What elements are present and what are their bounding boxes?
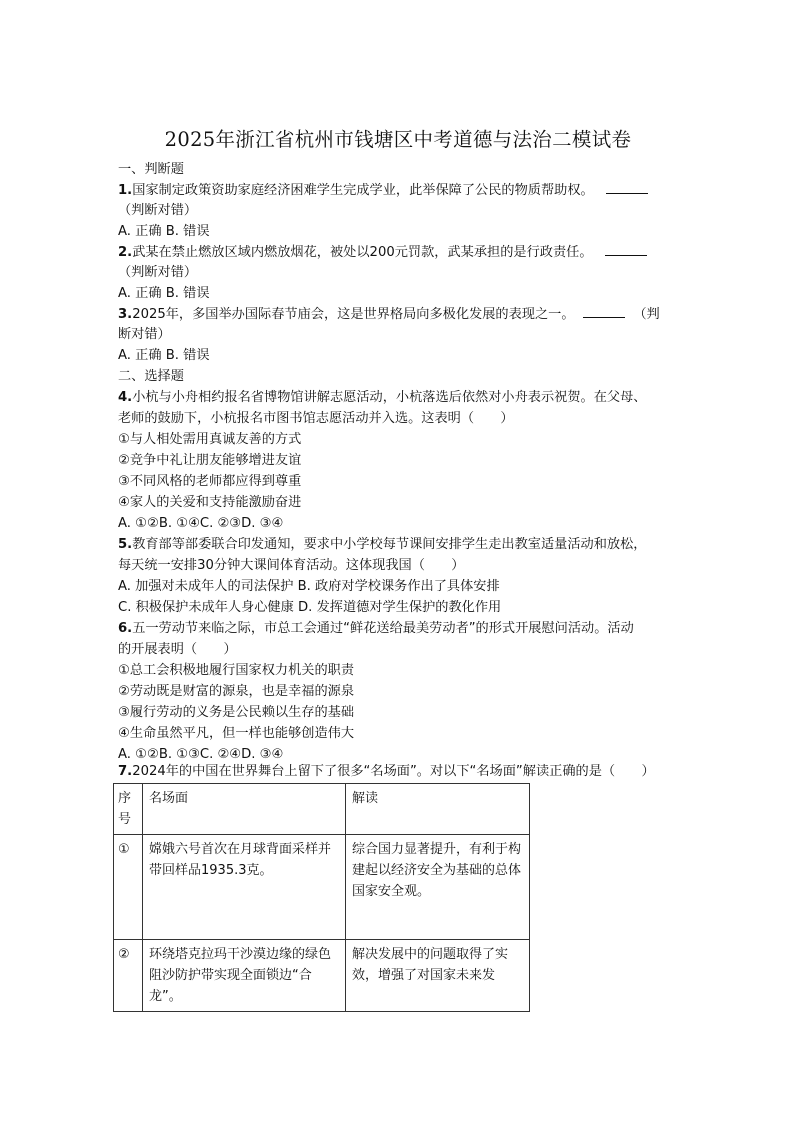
question-options: A. ①②B. ①④C. ②③D. ③④ [118, 516, 284, 531]
table-cell: ② [114, 940, 143, 1012]
question-text: 2025年，多国举办国际春节庙会，这是世界格局向多极化发展的表现之一。 [132, 307, 575, 322]
question-hint: （判断对错） [118, 203, 198, 218]
question-6 [118, 619, 634, 639]
question-text: 的开展表明（ ） [118, 642, 237, 657]
answer-blank [605, 243, 647, 256]
question-number: 7. [118, 764, 133, 779]
question-number: 6. [118, 621, 133, 636]
question-2 [118, 243, 647, 263]
question-options: A. 加强对未成年人的司法保护 B. 政府对学校课务作出了具体安排 [118, 579, 500, 594]
question-options: A. 正确 B. 错误 [118, 348, 210, 363]
question-3 [118, 305, 660, 325]
question-text: 教育部等部委联合印发通知，要求中小学校每节课间安排学生走出教室适量活动和放松， [132, 537, 647, 552]
statement-item: ①总工会积极地履行国家权力机关的职责 [118, 663, 355, 678]
table-cell: 嫦娥六号首次在月球背面采样并带回样品1935.3克。 [143, 835, 346, 940]
section-heading-judgement: 一、判断题 [118, 162, 184, 177]
question-number: 4. [118, 390, 133, 405]
table-header-row [114, 784, 530, 835]
table-cell: 环绕塔克拉玛干沙漠边缘的绿色阻沙防护带实现全面锁边“合龙”。 [143, 940, 346, 1012]
statement-item: ③履行劳动的义务是公民赖以生存的基础 [118, 705, 355, 720]
section-heading-choice: 二、选择题 [118, 369, 184, 384]
statement-item: ②竞争中礼让朋友能够增进友谊 [118, 453, 302, 468]
answer-blank [583, 305, 625, 318]
question-options: A. 正确 B. 错误 [118, 224, 210, 239]
question-text: 武某在禁止燃放区域内燃放烟花，被处以200元罚款，武某承担的是行政责任。 [132, 245, 593, 260]
question-text: 2024年的中国在世界舞台上留下了很多“名场面”。对以下“名场面”解读正确的是（ ） [132, 764, 655, 779]
question-text: 每天统一安排30分钟大课间体育活动。这体现我国（ ） [118, 558, 465, 573]
statement-item: ②劳动既是财富的源泉，也是幸福的源泉 [118, 684, 355, 699]
table-cell: 综合国力显著提升，有利于构建起以经济安全为基础的总体国家安全观。 [346, 835, 530, 940]
question-text: 老师的鼓励下，小杭报名市图书馆志愿活动并入选。这表明（ ） [118, 411, 514, 426]
question-number: 1. [118, 183, 133, 198]
statement-item: ④生命虽然平凡，但一样也能够创造伟大 [118, 726, 355, 741]
question-hint: （判 [633, 307, 660, 322]
page-title: 2025年浙江省杭州市钱塘区中考道德与法治二模试卷 [164, 128, 632, 151]
question-options: A. 正确 B. 错误 [118, 286, 210, 301]
question-number: 3. [118, 307, 133, 322]
question-7-table [113, 783, 530, 1012]
table-cell: 解决发展中的问题取得了实效，增强了对国家未来发 [346, 940, 530, 1012]
question-text: 小杭与小舟相约报名省博物馆讲解志愿活动，小杭落选后依然对小舟表示祝贺。在父母、 [132, 390, 647, 405]
statement-item: ④家人的关爱和支持能激励奋进 [118, 495, 302, 510]
table-row [114, 940, 530, 1012]
question-hint: （判断对错） [118, 265, 198, 280]
table-header-cell: 名场面 [143, 784, 346, 835]
question-options: A. ①②B. ①③C. ②④D. ③④ [118, 747, 284, 762]
question-7 [118, 762, 655, 782]
statement-item: ③不同风格的老师都应得到尊重 [118, 474, 302, 489]
table-cell: ① [114, 835, 143, 940]
answer-blank [606, 181, 648, 194]
table-header-cell: 解读 [346, 784, 530, 835]
question-hint: 断对错） [118, 327, 171, 342]
question-options: C. 积极保护未成年人身心健康 D. 发挥道德对学生保护的教化作用 [118, 600, 502, 615]
question-4 [118, 388, 647, 408]
statement-item: ①与人相处需用真诚友善的方式 [118, 432, 302, 447]
question-text: 国家制定政策资助家庭经济困难学生完成学业，此举保障了公民的物质帮助权。 [132, 183, 594, 198]
question-number: 2. [118, 245, 133, 260]
question-number: 5. [118, 537, 133, 552]
question-5 [118, 535, 647, 555]
question-text: 五一劳动节来临之际，市总工会通过“鲜花送给最美劳动者”的形式开展慰问活动。活动 [132, 621, 634, 636]
table-header-cell: 序号 [114, 784, 143, 835]
question-1 [118, 181, 648, 201]
table-row [114, 835, 530, 940]
